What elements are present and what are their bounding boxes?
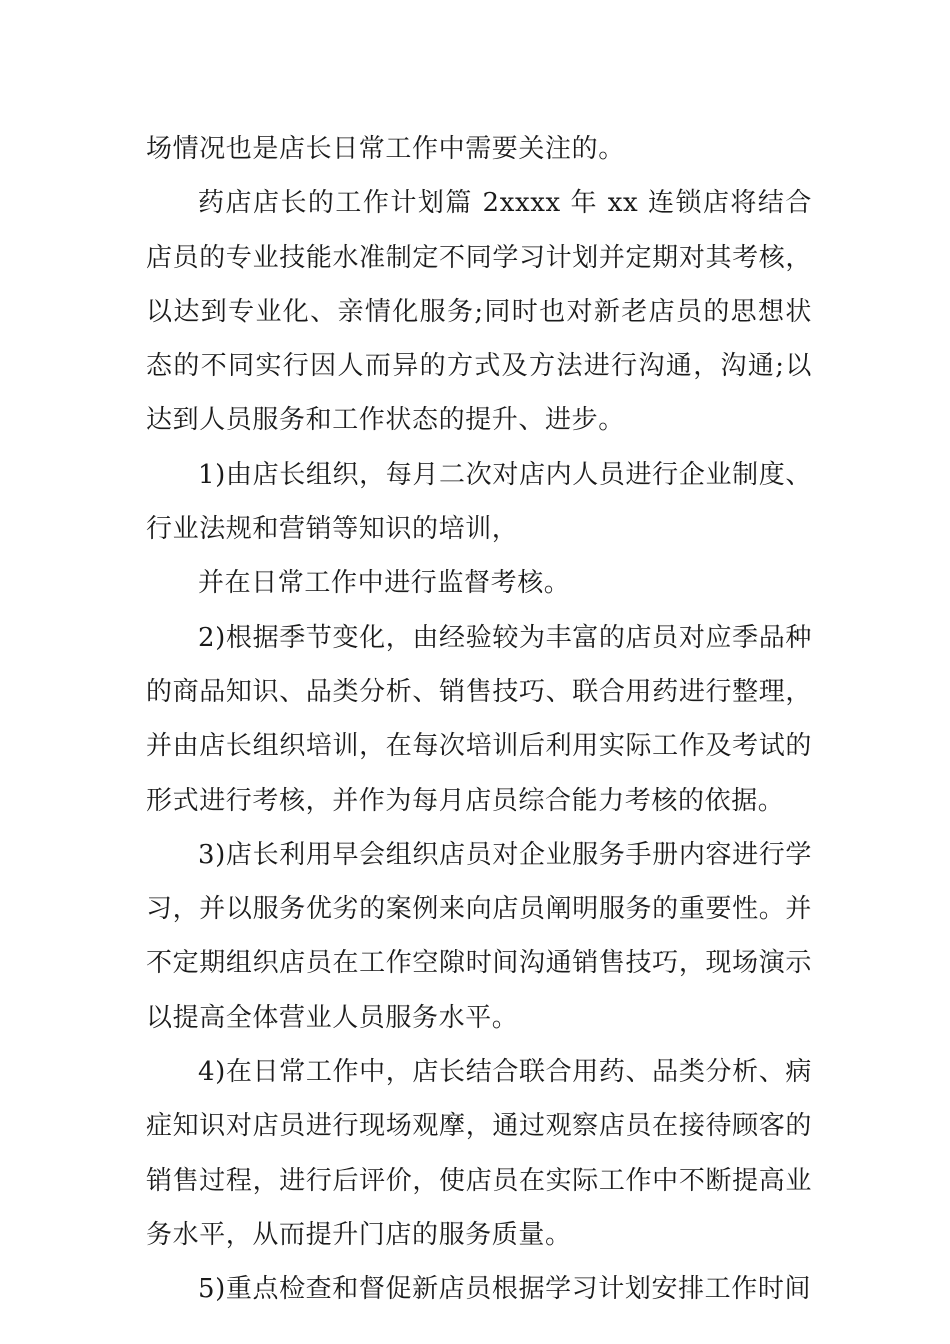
paragraph-continuation: 场情况也是店长日常工作中需要关注的。 bbox=[146, 134, 625, 164]
paragraph-item-3: 3)店长利用早会组织店员对企业服务手册内容进行学习，并以服务优劣的案例来向店员阐明服务的重要性。并不定期组织店员在工作空隙时间沟通销售技巧，现场演示以提高全体营业人员服务水平。 bbox=[146, 839, 812, 1033]
paragraph-item-1: 1)由店长组织，每月二次对店内人员进行企业制度、行业法规和营销等知识的培训， bbox=[146, 459, 812, 545]
paragraph-plan-intro: 药店店长的工作计划篇 2xxxx 年 xx 连锁店将结合店员的专业技能水准制定不同学习计划并定期对其考核，以达到专业化、亲情化服务;同时也对新老店员的思想状态的不同实行因人而异的方式及方法进行沟通，沟通;以达到人员服务和工作状态的提升、进步。 bbox=[146, 188, 812, 436]
paragraph-item-2: 2)根据季节变化，由经验较为丰富的店员对应季品种的商品知识、品类分析、销售技巧、联合用药进行整理，并由店长组织培训，在每次培训后利用实际工作及考试的形式进行考核，并作为每月店员综合能力考核的依据。 bbox=[146, 622, 812, 816]
paragraph-item-1-continued: 并在日常工作中进行监督考核。 bbox=[198, 568, 571, 599]
paragraph-item-5: 5)重点检查和督促新店员根据学习计划安排工作时间 bbox=[198, 1274, 812, 1305]
document-body bbox=[146, 122, 812, 1317]
paragraph-item-4: 4)在日常工作中，店长结合联合用药、品类分析、病症知识对店员进行现场观摩，通过观察店员在接待顾客的销售过程，进行后评价，使店员在实际工作中不断提高业务水平，从而提升门店的服务质量。 bbox=[146, 1057, 812, 1250]
